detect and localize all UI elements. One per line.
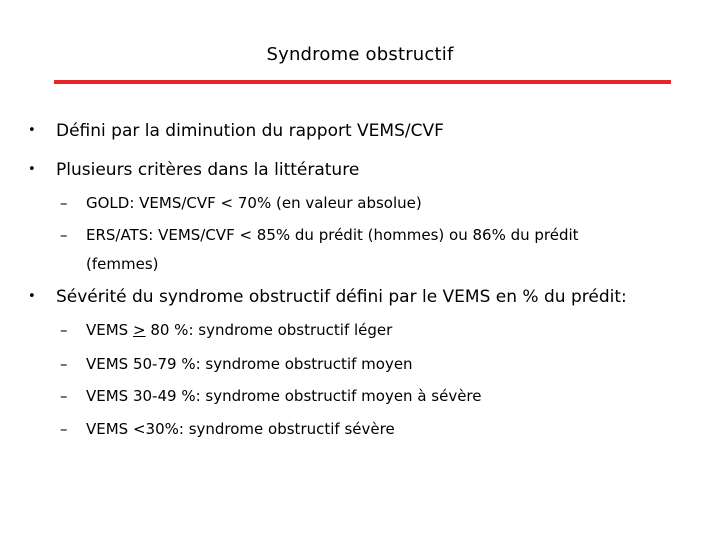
sub-item-text-suffix: 80 %: syndrome obstructif léger	[145, 321, 393, 339]
sub-item	[60, 226, 579, 244]
bullet-icon: •	[28, 123, 36, 138]
sub-item	[60, 355, 413, 373]
bullet-text: Sévérité du syndrome obstructif défini par le VEMS en % du prédit:	[56, 287, 627, 307]
bullet-item	[28, 160, 359, 180]
bullet-item	[28, 121, 444, 141]
sub-item-continuation: (femmes)	[86, 255, 159, 273]
bullet-text: Plusieurs critères dans la littérature	[56, 160, 360, 180]
sub-item	[60, 321, 392, 339]
sub-item	[60, 420, 395, 438]
sub-item	[60, 194, 422, 212]
page-title: Syndrome obstructif	[266, 44, 454, 65]
bullet-icon: •	[28, 289, 36, 304]
sub-item	[60, 387, 482, 405]
sub-item-text: VEMS <30%: syndrome obstructif sévère	[86, 420, 395, 438]
bullet-text: Défini par la diminution du rapport VEMS/CVF	[56, 121, 444, 141]
dash-icon: –	[60, 226, 68, 244]
dash-icon: –	[60, 194, 68, 212]
dash-icon: –	[60, 321, 68, 339]
sub-item-text: GOLD: VEMS/CVF < 70% (en valeur absolue)	[86, 194, 422, 212]
bullet-item	[28, 287, 627, 307]
sub-item-text-prefix: VEMS	[86, 321, 133, 339]
dash-icon: –	[60, 420, 68, 438]
bullet-icon: •	[28, 162, 36, 177]
dash-icon: –	[60, 355, 68, 373]
sub-item-text: ERS/ATS: VEMS/CVF < 85% du prédit (hommes) ou 86% du prédit	[86, 226, 579, 244]
sub-item-text: VEMS 50-79 %: syndrome obstructif moyen	[86, 355, 413, 373]
dash-icon: –	[60, 387, 68, 405]
greater-equal-symbol: >	[132, 321, 146, 339]
sub-item-text: VEMS 30-49 %: syndrome obstructif moyen à sévère	[86, 387, 482, 405]
title-underline	[54, 80, 671, 84]
